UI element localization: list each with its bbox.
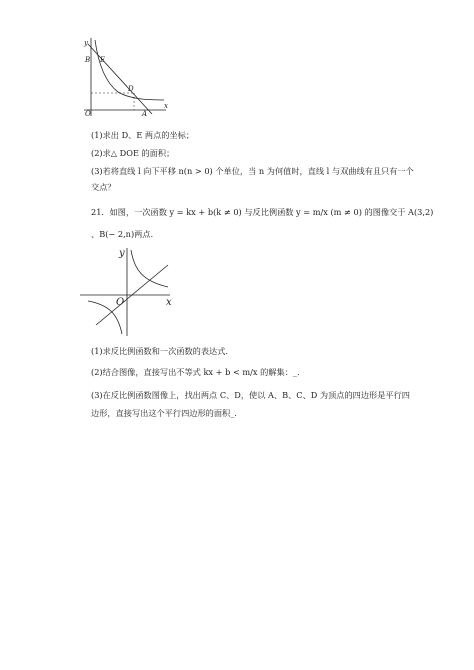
q21-part-2: (2)结合图像，直接写出不等式 kx + b < m/x 的解集：_.	[91, 367, 300, 377]
label-B: B	[85, 56, 91, 64]
q21-stem-b: 、B(− 2,n)两点.	[91, 229, 154, 239]
line-l	[88, 44, 152, 114]
q20-part-1: (1)求出 D、E 两点的坐标；	[91, 130, 195, 140]
hyperbola-branch-upper	[131, 250, 168, 287]
q21-part-1: (1)求反比例函数和一次函数的表达式.	[91, 346, 229, 356]
q20-part-3a: (3)若将直线 l 向下平移 n(n > 0) 个单位，当 n 为何值时，直线 l 与双曲线有且只有一个	[91, 166, 414, 176]
q21-part-3a: (3)在反比例函数图像上，找出两点 C、D，使以 A、B、C、D 为顶点的四边形是平行四	[91, 390, 410, 400]
label-O: O	[116, 297, 125, 308]
q20-part-3b: 交点？	[91, 182, 116, 192]
label-x: x	[166, 297, 172, 308]
figure-1-graph	[80, 36, 170, 118]
label-x: x	[164, 102, 168, 110]
q21-stem-a: 21．如图，一次函数 y = kx + b(k ≠ 0) 与反比例函数 y = m/x (m ≠ 0) 的图像交于 A(3,2)	[91, 207, 434, 217]
figure-2-graph	[78, 243, 178, 338]
q21-part-3b: 边形，直接写出这个平行四边形的面积_.	[91, 408, 237, 418]
label-y: y	[119, 248, 125, 259]
label-E: E	[100, 56, 106, 64]
label-y: y	[84, 39, 88, 47]
q20-part-2: (2)求△ DOE 的面积；	[91, 148, 175, 158]
label-O: O	[85, 110, 91, 118]
label-D: D	[128, 85, 134, 93]
label-A: A	[142, 110, 148, 118]
